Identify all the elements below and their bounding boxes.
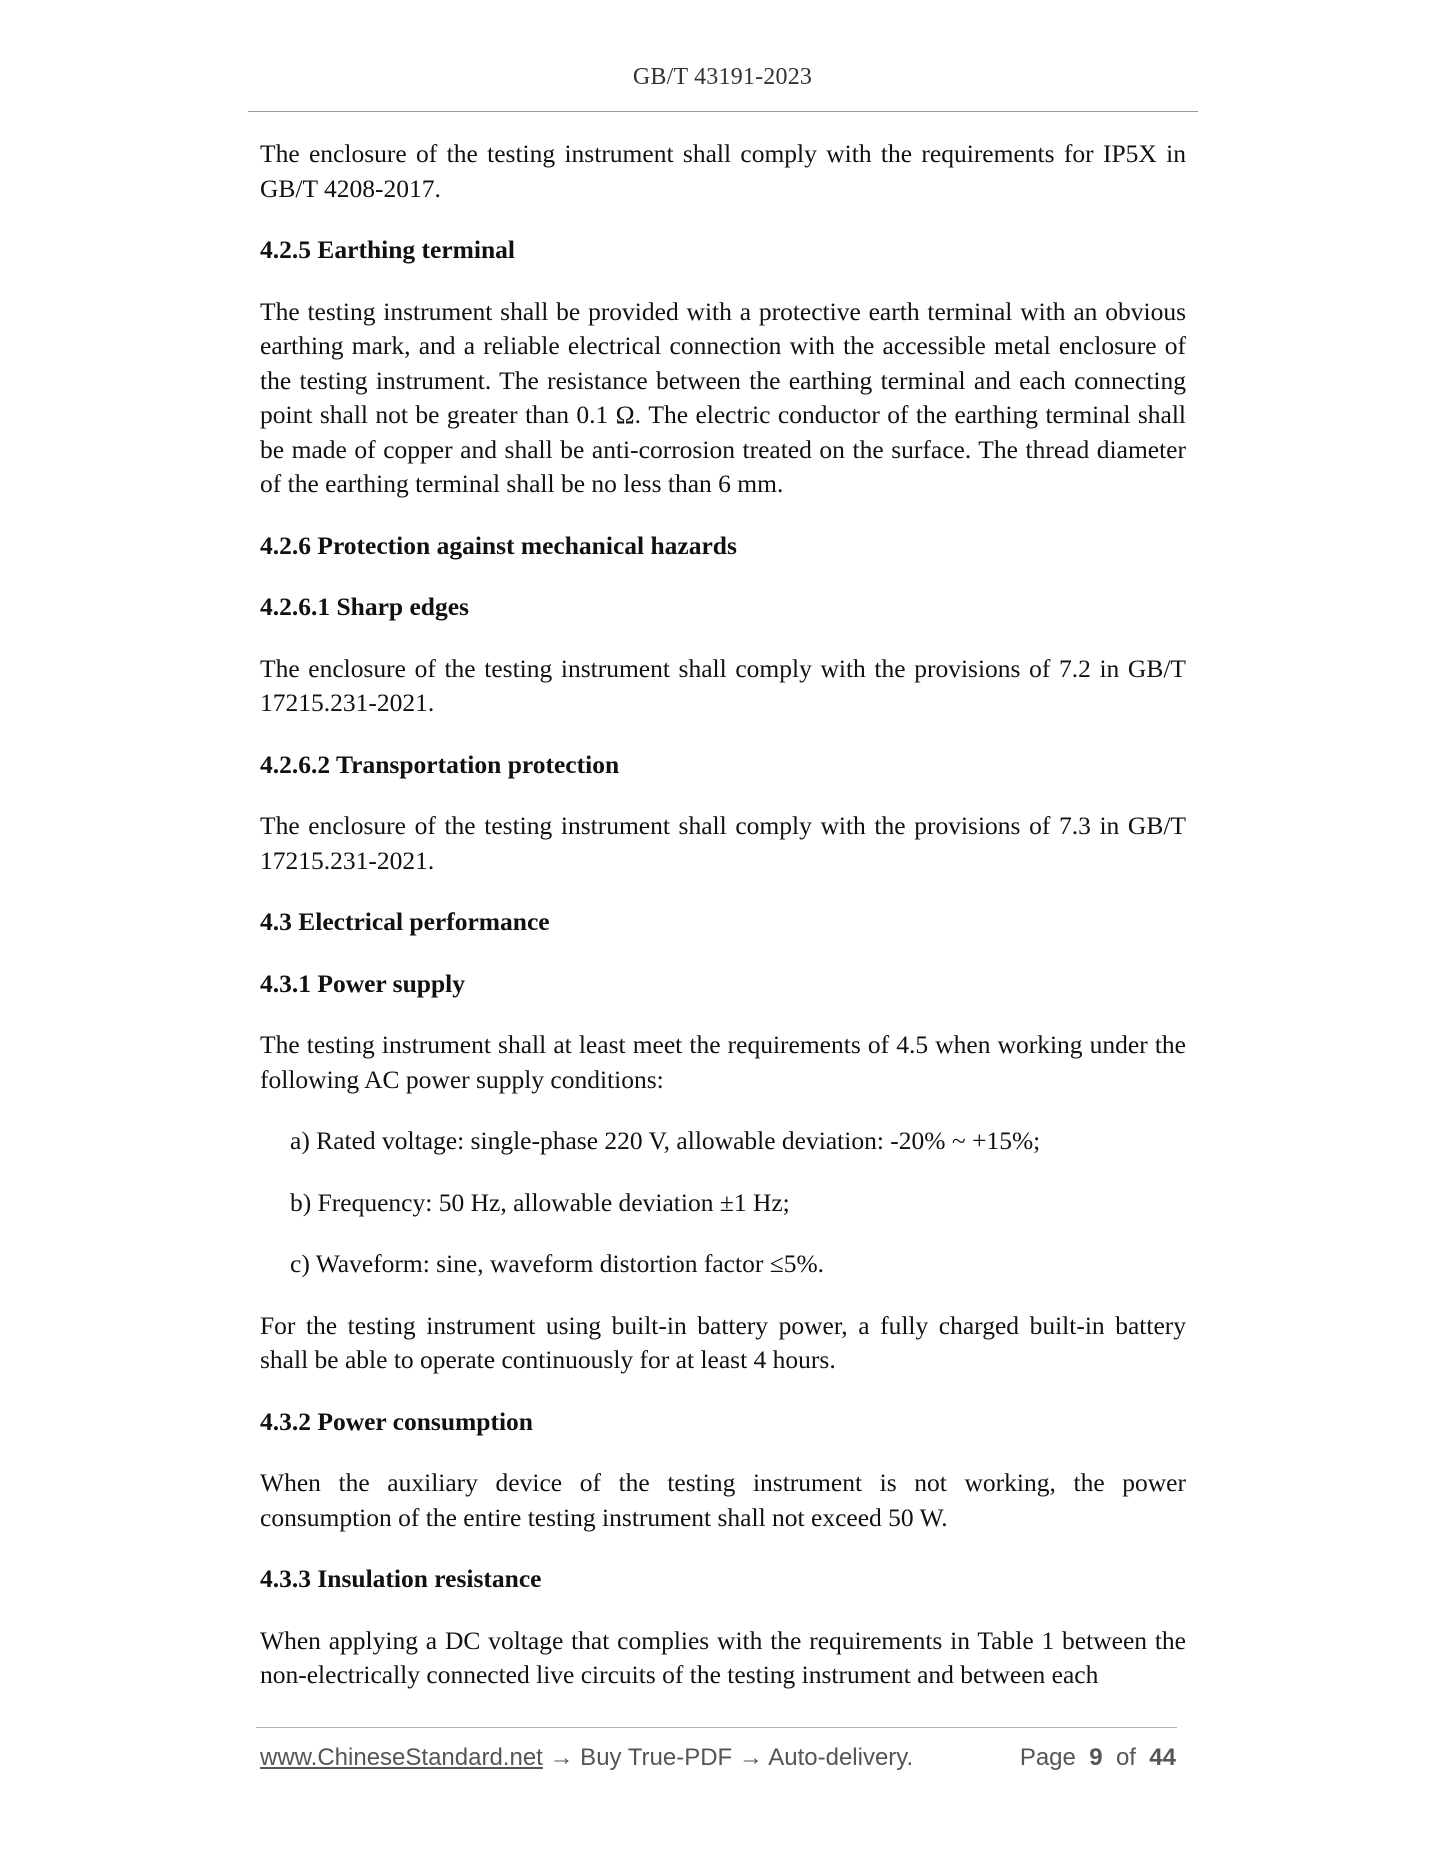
footer-promo [260,1744,913,1772]
footer-promo-text: → Buy True-PDF → Auto-delivery. [542,1744,914,1771]
heading-4-3-3: 4.3.3 Insulation resistance [260,1564,542,1593]
heading-4-3-1: 4.3.1 Power supply [260,968,465,998]
website-link[interactable]: www.ChineseStandard.net [260,1744,543,1771]
list-item-frequency: b) Frequency: 50 Hz, allowable deviation ±1 Hz; [290,1187,790,1217]
page-of-label: of [1115,1744,1136,1771]
paragraph-power-supply: The testing instrument shall at least meet the requirements of 4.5 when working under the following AC power supply conditions: [260,1030,1186,1094]
page-label: Page [1019,1744,1076,1771]
document-body [260,137,1186,1720]
current-page-number: 9 [1089,1744,1103,1771]
heading-4-3: 4.3 Electrical performance [260,907,550,936]
footer-divider [256,1727,1177,1728]
paragraph-power-consumption: When the auxiliary device of the testing instrument is not working, the power consumption of the entire testing instrument shall not exceed 50 W. [260,1468,1186,1532]
heading-4-2-6-2: 4.2.6.2 Transportation protection [260,749,620,779]
heading-4-2-6-1: 4.2.6.1 Sharp edges [260,592,469,621]
paragraph-enclosure-ip5x: The enclosure of the testing instrument shall comply with the requirements for IP5X in GB/T 4208-2017. [260,139,1186,203]
paragraph-insulation-resistance: When applying a DC voltage that complies with the requirements in Table 1 between the non-electrically connected live circuits of the testing instrument and between each [260,1625,1186,1689]
total-page-number: 44 [1149,1744,1176,1771]
page-indicator [1020,1744,1176,1772]
paragraph-transportation-protection: The enclosure of the testing instrument shall comply with the provisions of 7.3 in GB/T 17215.231-2021. [260,811,1186,875]
header-divider [248,111,1198,112]
paragraph-earthing-terminal: The testing instrument shall be provided with a protective earth terminal with an obvious earthing mark, and a reliable electrical connection with the accessible metal enclosure of the testing instrument. The resistance between the earthing terminal and each connecting point shall not be greater than 0.1 Ω. The electric conductor of the earthing terminal shall be made of copper and shall be anti-corrosion treated on the surface. The thread diameter of the earthing terminal shall be no less than 6 mm. [260,296,1186,498]
paragraph-battery: For the testing instrument using built-in battery power, a fully charged built-in battery shall be able to operate continuously for at least 4 hours. [260,1310,1186,1374]
list-item-rated-voltage: a) Rated voltage: single-phase 220 V, allowable deviation: -20% ~ +15%; [290,1126,1041,1155]
list-item-waveform: c) Waveform: sine, waveform distortion factor ≤5%. [290,1249,825,1278]
heading-4-2-6: 4.2.6 Protection against mechanical hazards [260,530,737,560]
heading-4-3-2: 4.3.2 Power consumption [260,1406,533,1436]
document-code-header: GB/T 43191-2023 [632,64,813,90]
heading-4-2-5: 4.2.5 Earthing terminal [260,235,515,264]
paragraph-sharp-edges: The enclosure of the testing instrument shall comply with the provisions of 7.2 in GB/T 17215.231-2021. [260,653,1186,717]
